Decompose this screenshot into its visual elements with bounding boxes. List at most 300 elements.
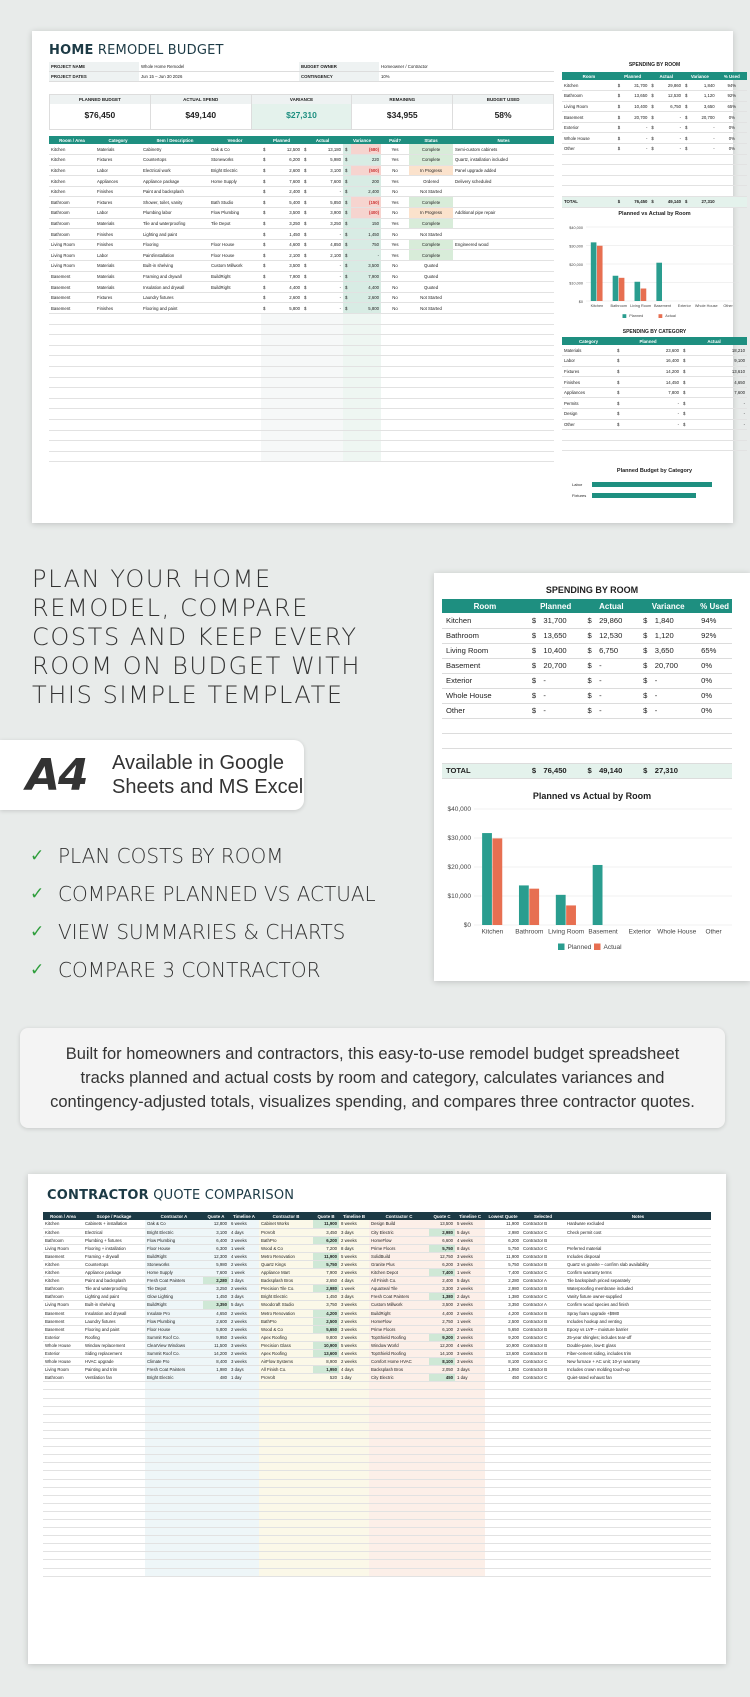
table-cell[interactable]: Living Room [43, 1366, 83, 1374]
table-cell[interactable] [369, 1471, 429, 1479]
table-cell[interactable]: Contractor C [521, 1358, 565, 1366]
table-cell[interactable]: Laundry fixtures [83, 1317, 145, 1325]
column-header[interactable]: Item / Description [141, 136, 209, 144]
table-cell[interactable]: Yes [381, 144, 409, 155]
table-cell[interactable] [261, 356, 269, 367]
table-cell[interactable]: 4 days [339, 1366, 369, 1374]
table-cell[interactable]: Plumbing + fixtures [83, 1236, 145, 1244]
table-cell[interactable] [229, 1495, 259, 1503]
table-cell[interactable] [269, 377, 302, 388]
table-cell[interactable]: Contractor C [521, 1293, 565, 1301]
table-cell[interactable]: Bathroom [43, 1236, 83, 1244]
table-cell[interactable] [49, 324, 95, 335]
table-row[interactable] [43, 1220, 711, 1228]
table-cell[interactable] [623, 430, 681, 441]
table-cell[interactable]: $ [639, 688, 651, 703]
table-cell[interactable] [681, 440, 689, 451]
table-cell[interactable] [310, 419, 343, 430]
table-cell[interactable] [43, 1471, 83, 1479]
table-cell[interactable] [269, 345, 302, 356]
table-cell[interactable]: 4,400 [269, 282, 302, 293]
table-cell[interactable] [455, 1536, 485, 1544]
table-cell[interactable]: Living Room [442, 643, 528, 658]
table-cell[interactable] [429, 1406, 455, 1414]
table-row[interactable] [43, 1552, 711, 1560]
table-cell[interactable]: 2,050 [429, 1366, 455, 1374]
table-cell[interactable]: $ [302, 165, 310, 176]
table-cell[interactable]: - [656, 144, 683, 155]
table-cell[interactable] [429, 1414, 455, 1422]
table-cell[interactable]: Built-in shelving [141, 261, 209, 272]
table-cell[interactable]: Contractor C [521, 1333, 565, 1341]
table-cell[interactable] [485, 1390, 521, 1398]
table-cell[interactable]: $ [683, 112, 690, 123]
table-cell[interactable]: $ [528, 628, 540, 643]
table-row[interactable] [49, 409, 554, 420]
table-cell[interactable]: $ [639, 643, 651, 658]
table-cell[interactable]: 3,450 [313, 1228, 339, 1236]
table-cell[interactable]: HomeFlow [369, 1236, 429, 1244]
table-cell[interactable] [259, 1447, 313, 1455]
table-cell[interactable]: No [381, 165, 409, 176]
table-cell[interactable]: Bathroom [49, 208, 95, 219]
table-cell[interactable] [381, 356, 409, 367]
table-row[interactable] [43, 1528, 711, 1536]
table-cell[interactable] [49, 398, 95, 409]
table-cell[interactable]: Yes [381, 218, 409, 229]
table-cell[interactable]: Other [562, 419, 615, 430]
table-cell[interactable]: Home Supply [145, 1269, 203, 1277]
table-cell[interactable]: Whole House [562, 133, 616, 144]
table-cell[interactable]: $ [615, 398, 623, 409]
table-cell[interactable] [381, 335, 409, 346]
table-cell[interactable] [521, 1390, 565, 1398]
table-cell[interactable]: Living Room [49, 261, 95, 272]
table-cell[interactable] [369, 1447, 429, 1455]
table-cell[interactable]: Flow Plumbing [145, 1236, 203, 1244]
table-row[interactable] [442, 718, 732, 733]
table-cell[interactable]: Fresh Coat Painters [145, 1366, 203, 1374]
table-cell[interactable] [429, 1471, 455, 1479]
table-cell[interactable] [145, 1455, 203, 1463]
table-cell[interactable] [442, 733, 528, 748]
table-cell[interactable]: - [310, 292, 343, 303]
table-cell[interactable] [528, 718, 540, 733]
table-cell[interactable] [565, 1439, 711, 1447]
table-cell[interactable] [521, 1495, 565, 1503]
table-cell[interactable]: 450 [429, 1374, 455, 1382]
column-header[interactable]: Contractor B [259, 1212, 313, 1220]
table-cell[interactable]: Stoneworks [145, 1260, 203, 1268]
table-cell[interactable] [656, 154, 683, 165]
table-cell[interactable] [339, 1422, 369, 1430]
table-cell[interactable]: $ [649, 197, 656, 208]
table-cell[interactable]: - [595, 658, 639, 673]
table-cell[interactable] [95, 366, 141, 377]
table-cell[interactable]: - [623, 122, 650, 133]
table-cell[interactable] [381, 430, 409, 441]
table-cell[interactable]: 2,600 [351, 292, 381, 303]
table-cell[interactable] [43, 1430, 83, 1438]
table-cell[interactable] [455, 1463, 485, 1471]
column-header[interactable]: Variance [639, 599, 697, 613]
table-cell[interactable]: 5,750 [485, 1244, 521, 1252]
table-cell[interactable]: $ [615, 419, 623, 430]
table-cell[interactable] [455, 1511, 485, 1519]
table-cell[interactable]: Complete [409, 144, 453, 155]
table-cell[interactable] [565, 1495, 711, 1503]
table-cell[interactable] [521, 1479, 565, 1487]
table-cell[interactable] [351, 409, 381, 420]
table-cell[interactable]: - [690, 122, 717, 133]
table-cell[interactable] [623, 186, 650, 197]
table-cell[interactable]: Contractor B [521, 1366, 565, 1374]
table-cell[interactable]: 2 weeks [455, 1325, 485, 1333]
table-cell[interactable]: 23,600 [623, 345, 681, 356]
table-cell[interactable] [229, 1390, 259, 1398]
table-cell[interactable]: 6,200 [429, 1260, 455, 1268]
table-cell[interactable]: 92% [717, 91, 747, 102]
table-cell[interactable]: 1 week [229, 1269, 259, 1277]
table-cell[interactable] [145, 1528, 203, 1536]
table-cell[interactable]: Kitchen Depot [369, 1269, 429, 1277]
table-cell[interactable]: 7,400 [429, 1269, 455, 1277]
table-cell[interactable]: Quoted [409, 282, 453, 293]
table-cell[interactable] [369, 1439, 429, 1447]
table-cell[interactable] [43, 1495, 83, 1503]
table-cell[interactable] [229, 1406, 259, 1414]
table-cell[interactable] [485, 1414, 521, 1422]
table-cell[interactable]: $ [302, 292, 310, 303]
table-cell[interactable]: 25-year shingles; includes tear-off [565, 1333, 711, 1341]
table-cell[interactable]: $ [583, 613, 595, 628]
table-cell[interactable]: Fixtures [95, 292, 141, 303]
table-cell[interactable] [269, 335, 302, 346]
table-cell[interactable]: $ [261, 292, 269, 303]
table-cell[interactable]: 3,650 [690, 101, 717, 112]
table-row[interactable] [442, 613, 732, 628]
table-cell[interactable]: 13,500 [429, 1220, 455, 1228]
table-cell[interactable]: $ [639, 673, 651, 688]
table-cell[interactable] [453, 303, 554, 314]
table-cell[interactable]: 11,900 [313, 1252, 339, 1260]
table-cell[interactable]: 13,650 [539, 628, 583, 643]
table-cell[interactable]: $ [649, 122, 656, 133]
table-cell[interactable]: 8,100 [429, 1358, 455, 1366]
table-cell[interactable] [539, 718, 583, 733]
table-cell[interactable] [209, 303, 261, 314]
table-cell[interactable] [455, 1471, 485, 1479]
table-cell[interactable] [141, 324, 209, 335]
column-header[interactable]: Timeline A [229, 1212, 259, 1220]
table-row[interactable] [43, 1568, 711, 1576]
table-row[interactable] [49, 345, 554, 356]
table-cell[interactable]: Delivery scheduled [453, 176, 554, 187]
table-row[interactable] [43, 1325, 711, 1333]
table-row[interactable] [43, 1495, 711, 1503]
table-cell[interactable]: All Finish Co. [369, 1277, 429, 1285]
table-cell[interactable]: $ [683, 133, 690, 144]
table-cell[interactable] [381, 398, 409, 409]
table-cell[interactable]: Precision Glass [259, 1341, 313, 1349]
table-cell[interactable]: Insulation and drywall [141, 282, 209, 293]
table-cell[interactable]: 16,400 [623, 356, 681, 367]
table-cell[interactable]: Contractor C [521, 1244, 565, 1252]
table-cell[interactable]: 2 weeks [339, 1317, 369, 1325]
table-cell[interactable] [302, 314, 310, 325]
table-cell[interactable]: Bright Electric [145, 1374, 203, 1382]
table-row[interactable] [442, 658, 732, 673]
table-cell[interactable]: 2,100 [310, 250, 343, 261]
table-cell[interactable] [259, 1552, 313, 1560]
table-cell[interactable] [203, 1503, 229, 1511]
table-cell[interactable] [409, 388, 453, 399]
table-cell[interactable]: $ [583, 643, 595, 658]
table-cell[interactable]: 20,700 [623, 112, 650, 123]
table-cell[interactable] [49, 377, 95, 388]
table-cell[interactable] [453, 377, 554, 388]
table-cell[interactable] [302, 430, 310, 441]
table-row[interactable] [43, 1269, 711, 1277]
table-cell[interactable] [313, 1495, 339, 1503]
table-cell[interactable] [141, 345, 209, 356]
table-cell[interactable]: Appliance package [141, 176, 209, 187]
table-cell[interactable] [409, 314, 453, 325]
table-row[interactable] [43, 1309, 711, 1317]
table-cell[interactable] [43, 1544, 83, 1552]
table-cell[interactable] [229, 1487, 259, 1495]
table-cell[interactable]: Labor [562, 356, 615, 367]
table-cell[interactable] [43, 1528, 83, 1536]
table-cell[interactable] [83, 1471, 145, 1479]
table-cell[interactable] [313, 1568, 339, 1576]
table-cell[interactable]: 6,200 [313, 1236, 339, 1244]
table-cell[interactable] [339, 1536, 369, 1544]
table-cell[interactable] [43, 1406, 83, 1414]
column-header[interactable]: Vendor [209, 136, 261, 144]
table-cell[interactable]: ClearView Windows [145, 1341, 203, 1349]
table-cell[interactable] [528, 733, 540, 748]
table-cell[interactable]: New furnace + AC unit; 10-yr warranty [565, 1358, 711, 1366]
table-cell[interactable]: Flooring + installation [83, 1244, 145, 1252]
table-cell[interactable]: 7,600 [269, 176, 302, 187]
table-cell[interactable]: $ [343, 292, 351, 303]
table-cell[interactable] [49, 451, 95, 462]
table-cell[interactable] [455, 1544, 485, 1552]
table-cell[interactable] [310, 356, 343, 367]
table-cell[interactable] [683, 186, 690, 197]
table-cell[interactable]: 5 weeks [339, 1252, 369, 1260]
table-cell[interactable]: No [381, 229, 409, 240]
table-cell[interactable]: 5,850 [310, 197, 343, 208]
table-cell[interactable]: 12,500 [269, 144, 302, 155]
table-cell[interactable]: Appliance package [83, 1269, 145, 1277]
table-cell[interactable]: $ [649, 133, 656, 144]
table-cell[interactable] [429, 1390, 455, 1398]
table-cell[interactable]: 480 [203, 1374, 229, 1382]
table-cell[interactable]: Kitchen [49, 144, 95, 155]
column-header[interactable]: Timeline B [339, 1212, 369, 1220]
table-cell[interactable] [521, 1536, 565, 1544]
table-cell[interactable] [269, 441, 302, 452]
table-cell[interactable]: $ [616, 80, 623, 91]
table-cell[interactable] [261, 409, 269, 420]
table-cell[interactable] [717, 186, 747, 197]
table-cell[interactable] [565, 1503, 711, 1511]
column-header[interactable]: Contractor C [369, 1212, 429, 1220]
table-row[interactable] [562, 80, 747, 91]
table-cell[interactable] [381, 441, 409, 452]
table-cell[interactable]: 65% [717, 101, 747, 112]
table-cell[interactable] [209, 388, 261, 399]
table-cell[interactable] [717, 165, 747, 176]
table-cell[interactable] [259, 1511, 313, 1519]
table-cell[interactable]: 11,500 [203, 1341, 229, 1349]
table-cell[interactable] [310, 345, 343, 356]
table-cell[interactable]: Apex Roofing [259, 1350, 313, 1358]
table-row[interactable] [442, 673, 732, 688]
table-cell[interactable] [261, 451, 269, 462]
table-cell[interactable]: Contractor B [521, 1260, 565, 1268]
table-cell[interactable]: Home Supply [209, 176, 261, 187]
table-cell[interactable]: Bright Electric [259, 1293, 313, 1301]
table-cell[interactable] [49, 345, 95, 356]
table-cell[interactable]: $ [261, 229, 269, 240]
table-cell[interactable]: Not Started [409, 292, 453, 303]
table-cell[interactable]: BathPro [259, 1236, 313, 1244]
table-cell[interactable] [455, 1487, 485, 1495]
table-cell[interactable]: 3,100 [203, 1228, 229, 1236]
table-cell[interactable]: 3 weeks [455, 1350, 485, 1358]
table-cell[interactable] [429, 1568, 455, 1576]
table-cell[interactable]: 2 weeks [229, 1325, 259, 1333]
table-cell[interactable]: 2 weeks [229, 1350, 259, 1358]
table-cell[interactable] [562, 440, 615, 451]
column-header[interactable]: Room [442, 599, 528, 613]
table-cell[interactable] [209, 345, 261, 356]
table-cell[interactable]: 1,840 [690, 80, 717, 91]
table-cell[interactable] [717, 154, 747, 165]
table-cell[interactable] [259, 1414, 313, 1422]
table-cell[interactable]: Materials [95, 282, 141, 293]
table-cell[interactable]: Yes [381, 197, 409, 208]
table-cell[interactable]: Waterproofing membrane included [565, 1285, 711, 1293]
table-cell[interactable] [521, 1560, 565, 1568]
column-header[interactable]: Scope / Package [83, 1212, 145, 1220]
table-cell[interactable]: Backsplash Bros [369, 1366, 429, 1374]
table-cell[interactable]: Plumbing labor [141, 208, 209, 219]
column-header[interactable]: Quote C [429, 1212, 455, 1220]
table-cell[interactable]: Whole House [43, 1358, 83, 1366]
table-cell[interactable]: 76,450 [539, 763, 583, 778]
table-cell[interactable] [453, 271, 554, 282]
table-row[interactable] [49, 388, 554, 399]
table-cell[interactable] [95, 430, 141, 441]
table-cell[interactable]: Materials [95, 271, 141, 282]
table-cell[interactable]: 4,600 [269, 239, 302, 250]
table-cell[interactable]: 18,210 [689, 345, 747, 356]
table-cell[interactable]: Bathroom [562, 91, 616, 102]
table-cell[interactable]: $ [261, 250, 269, 261]
table-cell[interactable] [697, 763, 732, 778]
table-cell[interactable]: 1,450 [313, 1293, 339, 1301]
column-header[interactable]: Planned [615, 337, 681, 345]
table-cell[interactable]: $ [616, 197, 623, 208]
table-cell[interactable] [565, 1398, 711, 1406]
table-cell[interactable]: $ [528, 643, 540, 658]
table-cell[interactable]: 450 [485, 1374, 521, 1382]
table-cell[interactable] [259, 1382, 313, 1390]
table-cell[interactable] [43, 1479, 83, 1487]
table-cell[interactable] [43, 1536, 83, 1544]
table-cell[interactable]: Precision Tile Co. [259, 1285, 313, 1293]
table-cell[interactable] [141, 314, 209, 325]
table-cell[interactable] [453, 292, 554, 303]
table-cell[interactable]: 1,840 [651, 613, 697, 628]
table-cell[interactable]: 8,100 [485, 1358, 521, 1366]
table-cell[interactable]: Paint and backsplash [141, 186, 209, 197]
table-cell[interactable] [683, 165, 690, 176]
table-cell[interactable] [43, 1463, 83, 1471]
table-cell[interactable]: 6,600 [429, 1236, 455, 1244]
table-cell[interactable] [369, 1544, 429, 1552]
table-cell[interactable] [95, 377, 141, 388]
table-cell[interactable]: Paint/installation [141, 250, 209, 261]
table-cell[interactable] [259, 1439, 313, 1447]
table-cell[interactable]: Floor House [145, 1244, 203, 1252]
table-cell[interactable] [203, 1447, 229, 1455]
table-cell[interactable] [455, 1439, 485, 1447]
table-cell[interactable]: 2,750 [429, 1317, 455, 1325]
table-cell[interactable] [453, 356, 554, 367]
table-cell[interactable]: Preferred material [565, 1244, 711, 1252]
table-cell[interactable] [145, 1439, 203, 1447]
table-cell[interactable] [485, 1422, 521, 1430]
table-cell[interactable]: $ [302, 282, 310, 293]
table-cell[interactable] [259, 1406, 313, 1414]
table-cell[interactable]: Paint and backsplash [83, 1277, 145, 1285]
table-cell[interactable]: Metro Renovation [259, 1252, 313, 1260]
table-cell[interactable]: - [623, 144, 650, 155]
column-header[interactable]: Actual [583, 599, 639, 613]
table-cell[interactable]: Stoneworks [209, 155, 261, 166]
table-cell[interactable]: Contractor B [521, 1350, 565, 1358]
table-cell[interactable] [261, 430, 269, 441]
table-cell[interactable] [209, 430, 261, 441]
table-cell[interactable]: Basement [49, 303, 95, 314]
table-cell[interactable] [429, 1528, 455, 1536]
table-cell[interactable]: $ [302, 186, 310, 197]
table-cell[interactable]: Kitchen [49, 176, 95, 187]
table-cell[interactable] [565, 1544, 711, 1552]
table-cell[interactable] [259, 1471, 313, 1479]
table-cell[interactable] [141, 441, 209, 452]
table-row[interactable] [49, 335, 554, 346]
table-row[interactable] [562, 356, 747, 367]
table-cell[interactable] [259, 1430, 313, 1438]
table-cell[interactable] [261, 419, 269, 430]
table-cell[interactable]: 7,200 [313, 1244, 339, 1252]
table-cell[interactable] [203, 1536, 229, 1544]
table-cell[interactable]: BuildRight [369, 1309, 429, 1317]
table-cell[interactable]: - [310, 282, 343, 293]
table-cell[interactable]: 5,750 [313, 1260, 339, 1268]
table-cell[interactable]: Whole House [442, 688, 528, 703]
table-cell[interactable]: $ [261, 271, 269, 282]
table-cell[interactable] [339, 1455, 369, 1463]
table-cell[interactable] [141, 451, 209, 462]
table-cell[interactable]: 3 weeks [455, 1358, 485, 1366]
